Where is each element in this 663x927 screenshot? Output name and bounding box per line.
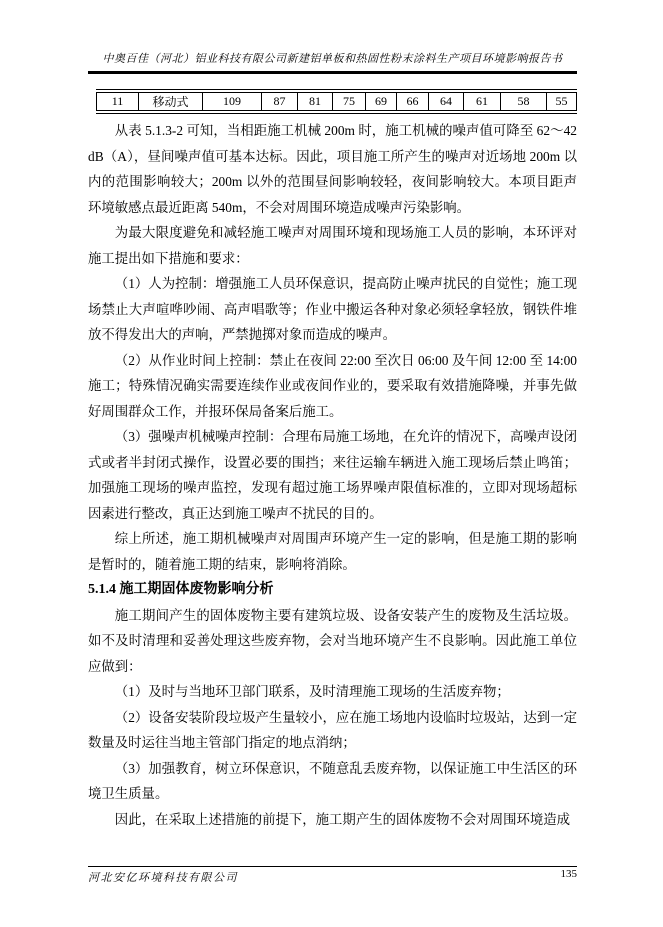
table-cell: 11 [97, 91, 139, 112]
body-paragraph: 从表 5.1.3-2 可知，当相距施工机械 200m 时，施工机械的噪声值可降至 62～42 dB（A），昼间噪声值可基本达标。因此，项目施工所产生的噪声对近场地 200m 以内的范围影响较大；200m 以外的范围昼间影响较轻，夜间影响较大。本项目距声环境敏感点最近距离 540m，不会对周围环境造成噪声污染影响。 [88, 123, 577, 215]
body-paragraph: 因此，在采取上述措施的前提下，施工期产生的固体废物不会对周围环境造成 [114, 811, 571, 827]
page-number: 135 [560, 868, 577, 880]
body-paragraph: （3）加强教育，树立环保意识，不随意乱丢废弃物，以保证施工中生活区的环境卫生质量。 [88, 760, 577, 801]
table-cell: 55 [547, 91, 577, 112]
table-cell: 75 [333, 91, 366, 112]
body-paragraph: （1）及时与当地环卫部门联系，及时清理施工现场的生活废弃物； [114, 684, 510, 699]
table-cell: 64 [429, 91, 464, 112]
table-cell: 58 [501, 91, 547, 112]
report-header-title: 中奥百佳（河北）铝业科技有限公司新建铝单板和热固性粉末涂料生产项目环境影响报告书 [102, 53, 563, 65]
page-footer [88, 866, 577, 885]
header-rule [88, 71, 577, 74]
body-paragraph: 为最大限度避免和减轻施工噪声对周围环境和现场施工人员的影响，本环评对施工提出如下措施和要求： [88, 225, 577, 266]
table-cell: 66 [397, 91, 429, 112]
footer-company-name: 河北安亿环境科技有限公司 [88, 872, 238, 884]
body-paragraph: （2）从作业时间上控制：禁止在夜间 22:00 至次日 06:00 及午间 12:00 至 14:00 施工；特殊情况确实需要连续作业或夜间作业的，要采取有效措施降噪，并事先做好周围群众工作，并报环保局备案后施工。 [88, 352, 577, 419]
body-paragraph: （1）人为控制：增强施工人员环保意识，提高防止噪声扰民的自觉性；施工现场禁止大声喧哗吵闹、高声唱歌等；作业中搬运各种对象必须轻拿轻放，钢铁件堆放不得发出大的声响，严禁抛掷对象而造成的噪声。 [88, 276, 577, 342]
section-heading: 5.1.4 施工期固体废物影响分析 [88, 582, 274, 597]
table-cell: 61 [464, 91, 501, 112]
table-cell: 移动式 [139, 91, 203, 112]
body-paragraph: （2）设备安装阶段垃圾产生量较小，应在施工场地内设临时垃圾站，达到一定数量及时运往当地主管部门指定的地点消纳； [88, 709, 577, 750]
page-body [88, 118, 577, 832]
body-paragraph: （3）强噪声机械噪声控制：合理布局施工场地，在允许的情况下，高噪声设闭式或者半封闭式操作，设置必要的围挡；来往运输车辆进入施工现场后禁止鸣笛；加强施工现场的噪声监控，发现有超过施工场界噪声限值标准的，立即对现场超标因素进行整改，真正达到施工噪声不扰民的目的。 [88, 429, 577, 521]
table-cell: 109 [203, 91, 262, 112]
table-cell: 87 [262, 91, 298, 112]
table-cell: 69 [366, 91, 397, 112]
body-paragraph: 综上所述，施工期机械噪声对周围声环境产生一定的影响，但是施工期的影响是暂时的，随着施工期的结束，影响将消除。 [88, 531, 577, 572]
noise-attenuation-table [96, 89, 577, 114]
table-cell: 81 [298, 91, 333, 112]
body-paragraph: 施工期间产生的固体废物主要有建筑垃圾、设备安装产生的废物及生活垃圾。如不及时清理和妥善处理这些废弃物，会对当地环境产生不良影响。因此施工单位应做到： [88, 607, 577, 674]
table-row [97, 91, 577, 112]
